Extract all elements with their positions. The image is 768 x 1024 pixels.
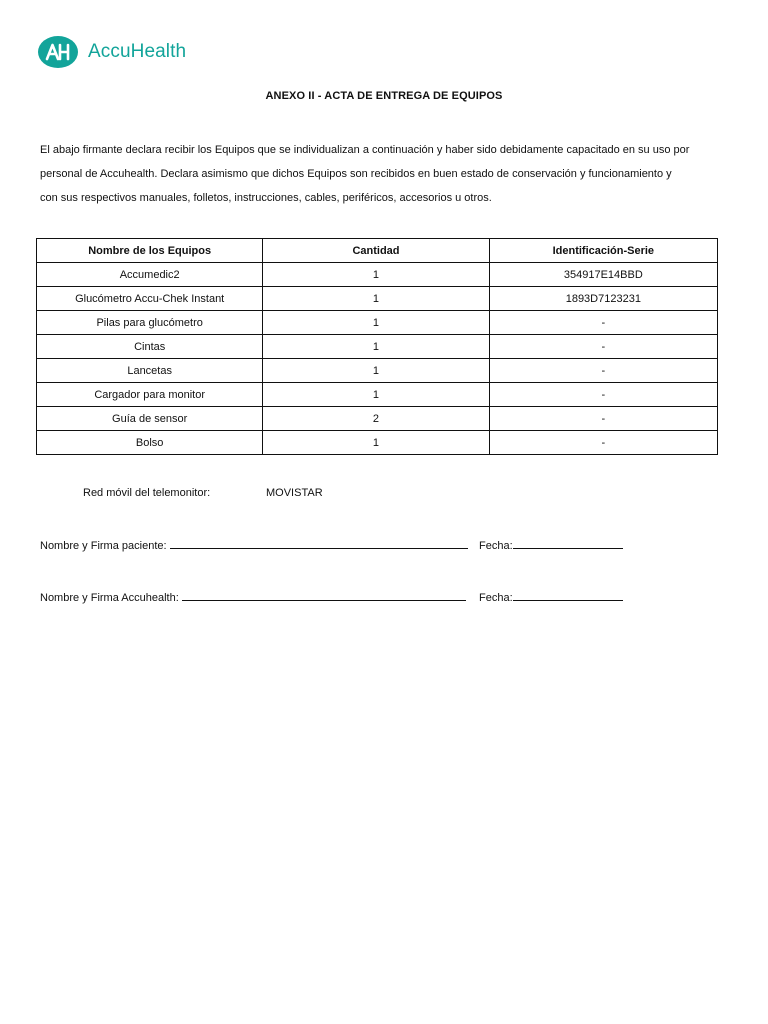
table-row — [37, 263, 718, 287]
logo-text: AccuHealth — [88, 41, 187, 62]
patient-signature-line — [170, 538, 468, 549]
cell-quantity: 1 — [263, 335, 489, 359]
cell-serial-id: - — [489, 383, 717, 407]
accuhealth-signature-label: Nombre y Firma Accuhealth: — [40, 592, 179, 604]
cell-serial-id: - — [489, 311, 717, 335]
patient-signature-label: Nombre y Firma paciente: — [40, 540, 167, 552]
patient-date-line — [513, 538, 623, 549]
cell-equipment-name: Glucómetro Accu-Chek Instant — [37, 287, 263, 311]
cell-serial-id: - — [489, 359, 717, 383]
cell-equipment-name: Cintas — [37, 335, 263, 359]
cell-quantity: 1 — [263, 263, 489, 287]
table-row — [37, 431, 718, 455]
table-row — [37, 311, 718, 335]
intro-line: El abajo firmante declara recibir los Equipos que se individualizan a continuación y haber sido debidamente capacitado en su uso por — [40, 144, 690, 156]
cell-equipment-name: Bolso — [37, 431, 263, 455]
accuhealth-date-label: Fecha: — [479, 592, 513, 604]
cell-serial-id: 1893D7123231 — [489, 287, 717, 311]
table-row — [37, 287, 718, 311]
cell-serial-id: - — [489, 407, 717, 431]
cell-quantity: 1 — [263, 431, 489, 455]
patient-signature-row — [40, 538, 468, 552]
document-title: ANEXO II - ACTA DE ENTREGA DE EQUIPOS — [265, 90, 503, 102]
table-row — [37, 335, 718, 359]
header-equipment-name: Nombre de los Equipos — [37, 239, 263, 263]
accuhealth-date-row — [479, 590, 623, 604]
patient-date-label: Fecha: — [479, 540, 513, 552]
equipment-table — [36, 238, 718, 455]
patient-date-row — [479, 538, 623, 552]
accuhealth-logo — [38, 36, 186, 68]
cell-serial-id: 354917E14BBD — [489, 263, 717, 287]
intro-paragraph — [40, 138, 740, 210]
cell-equipment-name: Cargador para monitor — [37, 383, 263, 407]
cell-equipment-name: Guía de sensor — [37, 407, 263, 431]
network-value: MOVISTAR — [266, 487, 323, 499]
cell-serial-id: - — [489, 335, 717, 359]
cell-serial-id: - — [489, 431, 717, 455]
table-row — [37, 407, 718, 431]
cell-equipment-name: Pilas para glucómetro — [37, 311, 263, 335]
network-label: Red móvil del telemonitor: — [83, 487, 211, 499]
accuhealth-logo-icon — [38, 36, 78, 68]
cell-equipment-name: Lancetas — [37, 359, 263, 383]
cell-quantity: 1 — [263, 359, 489, 383]
cell-quantity: 2 — [263, 407, 489, 431]
intro-line: personal de Accuhealth. Declara asimismo que dichos Equipos son recibidos en buen estado de conservación y funcionamiento y — [40, 168, 672, 180]
table-header-row — [37, 239, 718, 263]
table-row — [37, 359, 718, 383]
cell-quantity: 1 — [263, 311, 489, 335]
intro-line: con sus respectivos manuales, folletos, instrucciones, cables, periféricos, accesorios u otros. — [40, 192, 492, 204]
accuhealth-signature-line — [182, 590, 466, 601]
cell-quantity: 1 — [263, 383, 489, 407]
cell-equipment-name: Accumedic2 — [37, 263, 263, 287]
header-quantity: Cantidad — [263, 239, 489, 263]
accuhealth-date-line — [513, 590, 623, 601]
header-serial-id: Identificación-Serie — [489, 239, 717, 263]
table-row — [37, 383, 718, 407]
cell-quantity: 1 — [263, 287, 489, 311]
accuhealth-signature-row — [40, 590, 466, 604]
